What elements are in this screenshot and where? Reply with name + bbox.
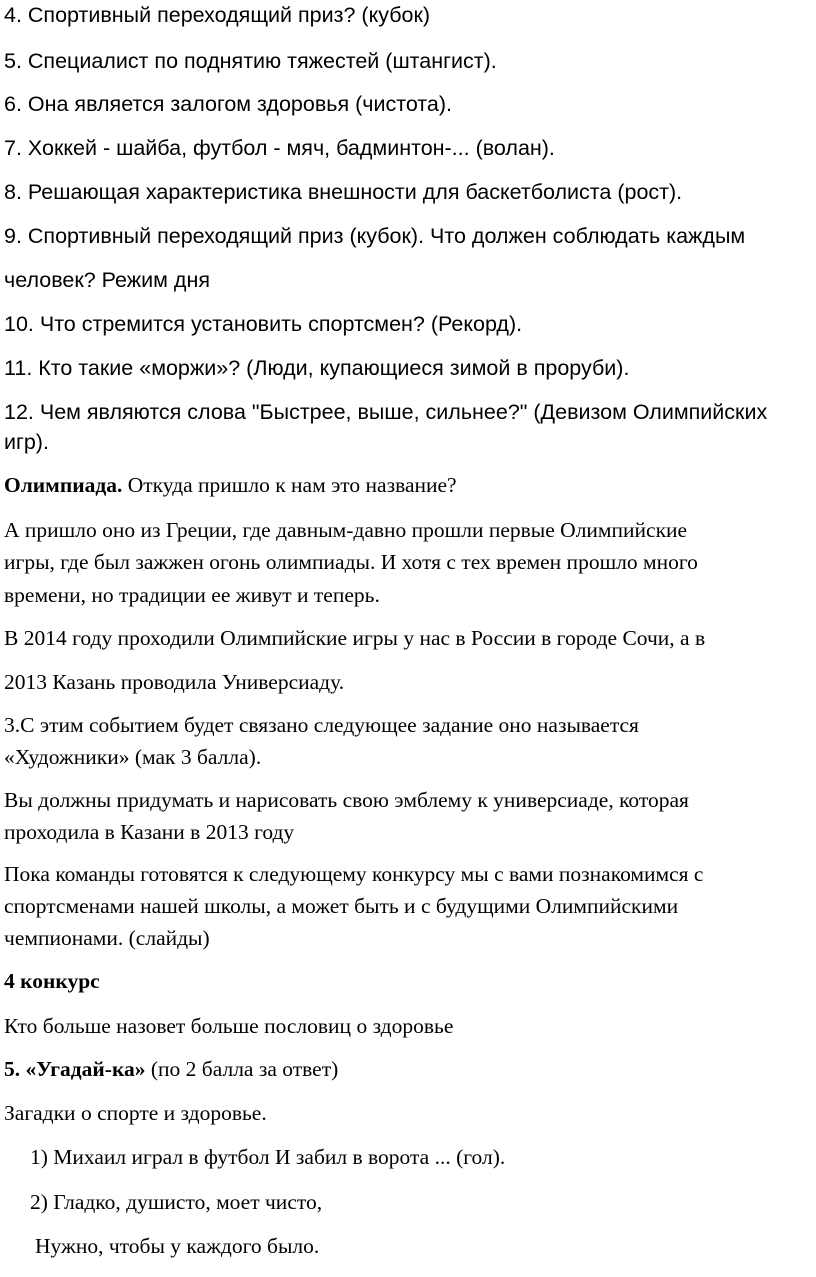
question-10: 10. Что стремится установить спортсмен? (Рекорд). bbox=[4, 312, 523, 336]
olympiad-heading bbox=[4, 470, 808, 500]
emblem-paragraph-line-2: проходила в Казани в 2013 году bbox=[4, 820, 295, 844]
riddle-2-line-1: 2) Гладко, душисто, моет чисто, bbox=[30, 1190, 323, 1214]
task-3-line-2: «Художники» (мак 3 балла). bbox=[4, 745, 262, 769]
contest-5-points: (по 2 балла за ответ) bbox=[145, 1057, 339, 1081]
athletes-paragraph-line-1: Пока команды готовятся к следующему конкурсу мы с вами познакомимся с bbox=[4, 862, 704, 886]
question-8: 8. Решающая характеристика внешности для баскетболиста (рост). bbox=[4, 180, 683, 204]
riddles-heading: Загадки о спорте и здоровье. bbox=[4, 1101, 267, 1125]
emblem-paragraph-line-1: Вы должны придумать и нарисовать свою эмблему к универсиаде, которая bbox=[4, 788, 689, 812]
olympiad-question: Откуда пришло к нам это название? bbox=[122, 473, 457, 497]
task-3-line-1: 3.С этим событием будет связано следующее задание оно называется bbox=[4, 713, 639, 737]
question-7: 7. Хоккей - шайба, футбол - мяч, бадминтон-... (волан). bbox=[4, 136, 555, 160]
sochi-paragraph-line-1: В 2014 году проходили Олимпийские игры у нас в России в городе Сочи, а в bbox=[4, 626, 706, 650]
olympiad-bold: Олимпиада. bbox=[4, 473, 123, 497]
question-4: 4. Спортивный переходящий приз? (кубок) bbox=[4, 3, 431, 27]
question-6: 6. Она является залогом здоровья (чистота). bbox=[4, 92, 452, 116]
question-11: 11. Кто такие «моржи»? (Люди, купающиеся зимой в проруби). bbox=[4, 356, 630, 380]
question-5: 5. Специалист по поднятию тяжестей (штангист). bbox=[4, 49, 497, 73]
sochi-paragraph-line-2: 2013 Казань проводила Универсиаду. bbox=[4, 670, 345, 694]
question-12-continued: игр). bbox=[4, 430, 49, 454]
greece-paragraph-line-3: времени, но традиции ее живут и теперь. bbox=[4, 583, 380, 607]
contest-5-heading bbox=[4, 1054, 808, 1084]
contest-4-text: Кто больше назовет больше пословиц о здоровье bbox=[4, 1014, 454, 1038]
contest-4-heading bbox=[4, 966, 808, 996]
athletes-paragraph-line-2: спортсменами нашей школы, а может быть и с будущими Олимпийскими bbox=[4, 894, 679, 918]
question-9-continued: человек? Режим дня bbox=[4, 268, 210, 292]
riddle-1: 1) Михаил играл в футбол И забил в ворота ... (гол). bbox=[30, 1145, 506, 1169]
question-12: 12. Чем являются слова "Быстрее, выше, сильнее?" (Девизом Олимпийских bbox=[4, 400, 768, 424]
athletes-paragraph-line-3: чемпионами. (слайды) bbox=[4, 926, 210, 950]
question-9: 9. Спортивный переходящий приз (кубок). Что должен соблюдать каждым bbox=[4, 224, 746, 248]
greece-paragraph-line-2: игры, где был зажжен огонь олимпиады. И хотя с тех времен прошло много bbox=[4, 550, 698, 574]
contest-5-title: 5. «Угадай-ка» bbox=[4, 1057, 146, 1081]
contest-4-title: 4 конкурс bbox=[4, 969, 100, 993]
riddle-2-line-2: Нужно, чтобы у каждого было. bbox=[35, 1234, 320, 1258]
greece-paragraph-line-1: А пришло оно из Греции, где давным-давно прошли первые Олимпийские bbox=[4, 518, 688, 542]
